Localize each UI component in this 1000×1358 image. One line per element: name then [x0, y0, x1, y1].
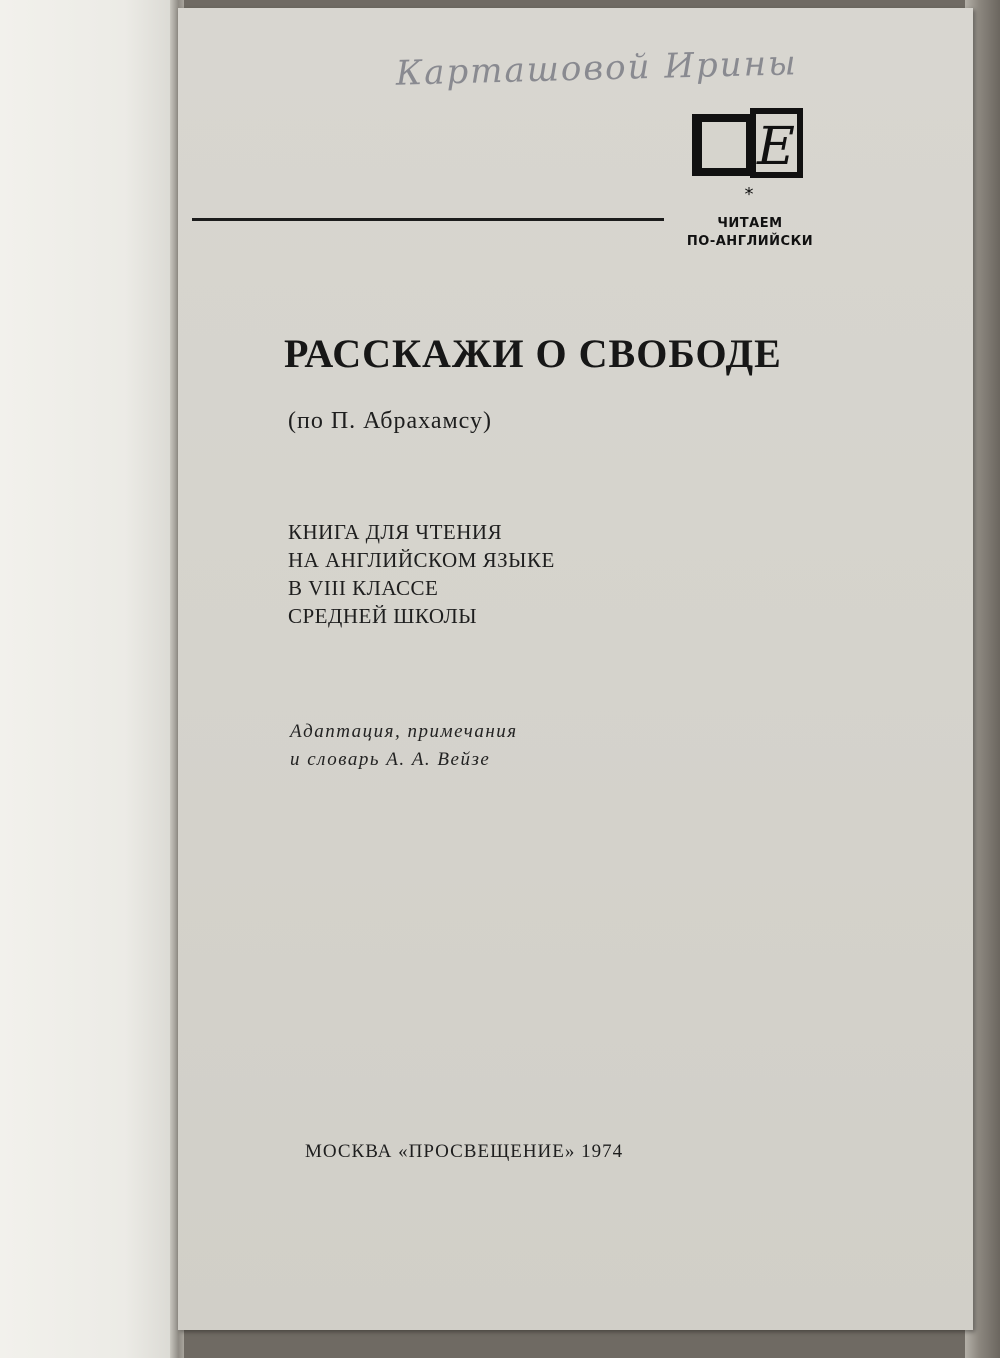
header-rule — [192, 218, 664, 221]
series-line-2: ПО-АНГЛИЙСКИ — [686, 234, 814, 249]
title-page — [178, 8, 973, 1330]
book-title: РАССКАЖИ О СВОБОДЕ — [284, 331, 782, 376]
open-book-logo-icon — [690, 108, 805, 180]
description-line: НА АНГЛИЙСКОМ ЯЗЫКЕ — [288, 548, 555, 572]
series-star: * — [744, 184, 754, 205]
credits-line: и словарь А. А. Вейзе — [290, 749, 491, 770]
left-blank-page — [0, 0, 180, 1358]
description-line: СРЕДНЕЙ ШКОЛЫ — [288, 604, 478, 628]
series-line-1: ЧИТАЕМ — [717, 216, 783, 231]
logo-letter: E — [757, 117, 795, 177]
handwritten-inscription: Карташовой Ирины — [395, 43, 799, 94]
credits-line: Адаптация, примечания — [290, 721, 518, 742]
credits — [290, 718, 690, 774]
publisher-imprint: МОСКВА «ПРОСВЕЩЕНИЕ» 1974 — [305, 1141, 624, 1162]
series-name — [660, 215, 840, 251]
description-line: В VIII КЛАССЕ — [288, 576, 439, 600]
book-description — [288, 518, 708, 630]
description-line: КНИГА ДЛЯ ЧТЕНИЯ — [288, 520, 503, 544]
book-subtitle: (по П. Абрахамсу) — [288, 408, 492, 434]
